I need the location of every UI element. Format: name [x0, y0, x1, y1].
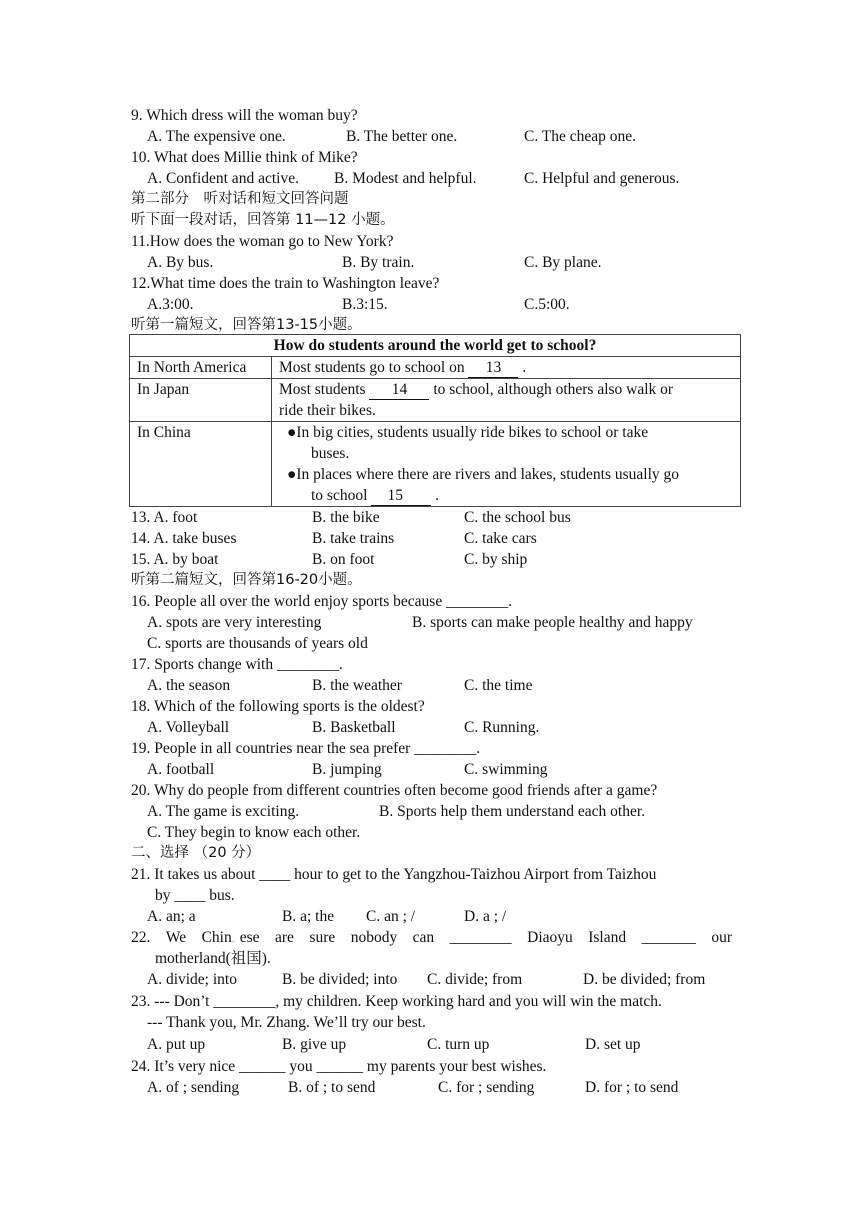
question-22-stem: 22. We Chin。ese are sure nobody can ________ Diaoyu Island _______ our [131, 929, 732, 946]
question-20-stem: 20. Why do people from different countries often become good friends after a game? [131, 782, 658, 799]
question-9-options [147, 126, 637, 147]
option-a: A. Confident and active. [147, 170, 299, 187]
question-18-options: A. Volleyball B. Basketball C. Running. [147, 719, 540, 736]
question-12-stem: 12.What time does the train to Washington leave? [131, 275, 440, 292]
part-2-title: 第二部分 听对话和短文回答问题 [131, 191, 349, 207]
question-16-stem: 16. People all over the world enjoy sports because ________. [131, 593, 512, 610]
option-a: A. The expensive one. [147, 128, 286, 145]
question-23-reply: --- Thank you, Mr. Zhang. We’ll try our best. [147, 1014, 426, 1031]
option-c: C. Helpful and generous. [524, 170, 680, 187]
question-17-stem: 17. Sports change with ________. [131, 656, 343, 673]
option-c: C.5:00. [524, 296, 570, 313]
option-b: B. By train. [342, 254, 415, 271]
option-a: A. By bus. [147, 254, 214, 271]
bullet-item: ●In big cities, students usually ride bikes to school or take buses. [287, 424, 649, 462]
row-content-china [272, 422, 741, 507]
row-label-japan: In Japan [130, 379, 272, 422]
blank-15: 15 [371, 487, 431, 506]
question-24-options: A. of ; sending B. of ; to send C. for ; sending D. for ; to send [147, 1079, 679, 1096]
question-21-options: A. an; a B. a; the C. an ; / D. a ; / [147, 908, 507, 925]
question-24-stem: 24. It’s very nice ______ you ______ my parents your best wishes. [131, 1058, 547, 1075]
question-10-options [147, 168, 680, 189]
question-11-stem: 11.How does the woman go to New York? [131, 233, 394, 250]
question-13-options: 13. A. foot B. the bike C. the school bus [131, 509, 571, 526]
question-17-options: A. the season B. the weather C. the time [147, 677, 533, 694]
question-16-options-row2: C. sports are thousands of years old [147, 635, 368, 652]
dialog-instruction: 听下面一段对话，回答第 11—12 小题。 [131, 212, 395, 228]
blank-13: 13 [468, 359, 518, 378]
question-22-stem-line2: motherland(祖国). [155, 950, 271, 967]
stray-mark: 。 [231, 935, 240, 944]
option-b: B. The better one. [346, 128, 458, 145]
question-10-stem: 10. What does Millie think of Mike? [131, 149, 358, 166]
row-label-china: In China [130, 422, 272, 507]
passage-1-instruction: 听第一篇短文，回答第13-15小题。 [131, 317, 362, 333]
bullet-icon: ● [287, 424, 297, 441]
question-23-stem: 23. --- Don’t ________, my children. Keep working hard and you will win the match. [131, 993, 662, 1010]
question-15-options: 15. A. by boat B. on foot C. by ship [131, 551, 528, 568]
bullet-icon: ● [287, 466, 297, 483]
question-18-stem: 18. Which of the following sports is the oldest? [131, 698, 425, 715]
row-content-japan: Most students 14 to school, although others also walk or ride their bikes. [272, 379, 741, 422]
question-14-options: 14. A. take buses B. take trains C. take cars [131, 530, 537, 547]
question-21-stem: 21. It takes us about ____ hour to get to the Yangzhou-Taizhou Airport from Taizhou [131, 866, 657, 883]
question-11-options [147, 252, 602, 273]
info-table [129, 334, 741, 507]
question-16-options-row1: A. spots are very interesting B. sports can make people healthy and happy [147, 614, 693, 631]
question-12-options [147, 294, 570, 315]
option-b: B. Modest and helpful. [334, 170, 477, 187]
option-b: B.3:15. [342, 296, 388, 313]
option-c: C. The cheap one. [524, 128, 637, 145]
passage-2-instruction: 听第二篇短文，回答第16-20小题。 [131, 572, 362, 588]
question-9-stem: 9. Which dress will the woman buy? [131, 107, 358, 124]
table-header: How do students around the world get to school? [130, 335, 741, 357]
option-c: C. By plane. [524, 254, 602, 271]
row-label-north-america: In North America [130, 357, 272, 379]
question-19-stem: 19. People in all countries near the sea prefer ________. [131, 740, 481, 757]
question-19-options: A. football B. jumping C. swimming [147, 761, 548, 778]
blank-14: 14 [369, 381, 429, 400]
question-22-options: A. divide; into B. be divided; into C. divide; from D. be divided; from [147, 971, 706, 988]
row-content-north-america: Most students go to school on 13 . [272, 357, 741, 379]
section-2-title: 二、选择 （20 分） [131, 845, 261, 861]
question-21-stem-line2: by ____ bus. [155, 887, 235, 904]
question-20-options-row1: A. The game is exciting. B. Sports help them understand each other. [147, 803, 646, 820]
question-20-options-row2: C. They begin to know each other. [147, 824, 361, 841]
question-23-options: A. put up B. give up C. turn up D. set up [147, 1036, 641, 1053]
option-a: A.3:00. [147, 296, 194, 313]
bullet-item: ●In places where there are rivers and lakes, students usually go to school 15 . [287, 466, 680, 504]
